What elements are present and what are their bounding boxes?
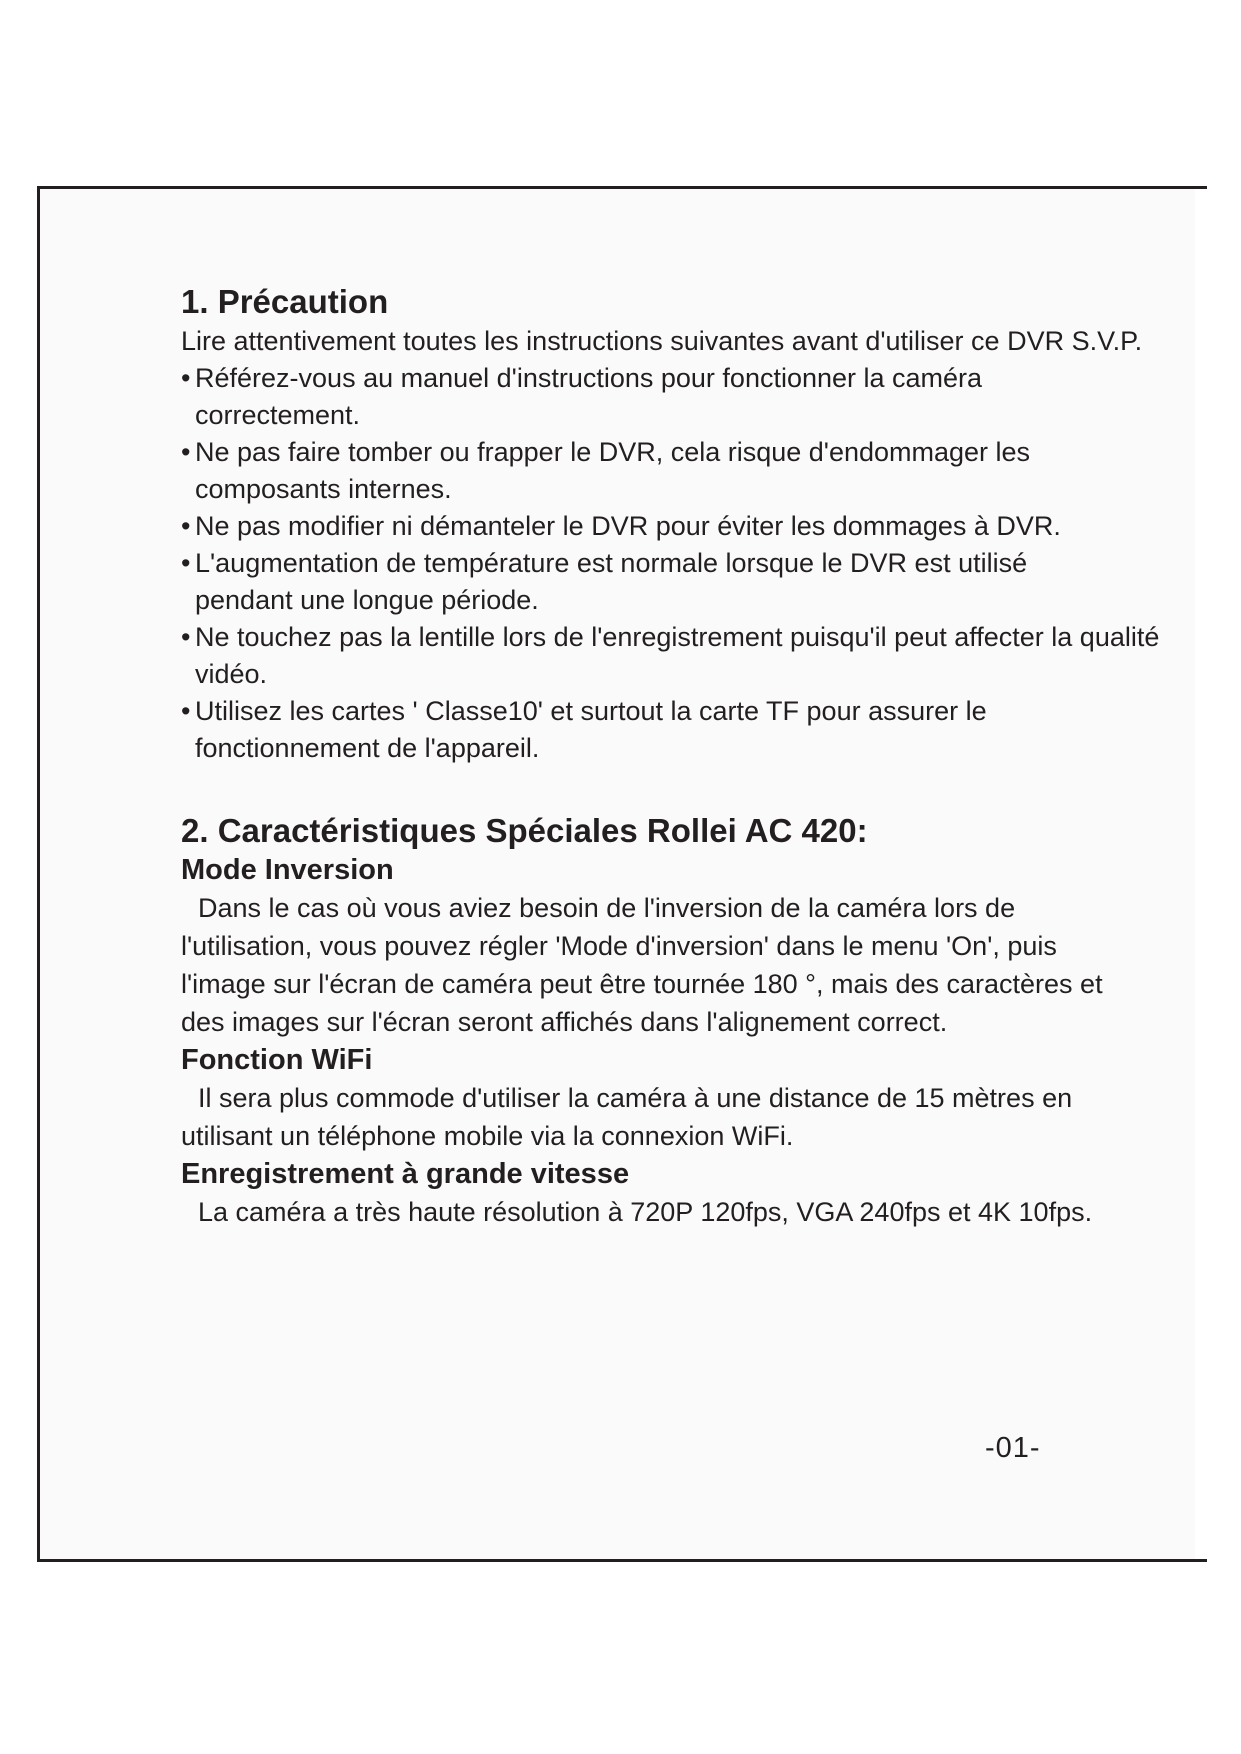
section-2-title: 2. Caractéristiques Spéciales Rollei AC 420:: [181, 812, 868, 849]
bullet-dot: •: [181, 696, 191, 726]
list-item: [181, 619, 1161, 693]
section-1-title: 1. Précaution: [181, 283, 389, 320]
precaution-list: [181, 360, 1181, 767]
list-item: [181, 508, 1081, 545]
feature-text-high-speed: La caméra a très haute résolution à 720P 120fps, VGA 240fps et 4K 10fps.: [198, 1197, 1093, 1227]
bullet-text: Ne touchez pas la lentille lors de l'enregistrement puisqu'il peut affecter la qualité vidéo.: [195, 622, 1160, 689]
bullet-dot: •: [181, 511, 191, 541]
list-item: [181, 360, 1041, 434]
page-content: [181, 282, 1181, 1231]
bullet-text: Référez-vous au manuel d'instructions pour fonctionner la caméra correctement.: [195, 363, 983, 430]
bullet-text: Ne pas faire tomber ou frapper le DVR, cela risque d'endommager les composants internes.: [195, 437, 1031, 504]
page-number: -01-: [985, 1432, 1041, 1464]
list-item: [181, 545, 1131, 619]
feature-text-wifi: Il sera plus commode d'utiliser la caméra à une distance de 15 mètres en utilisant un téléphone mobile via la connexion WiFi.: [181, 1083, 1073, 1151]
feature-heading-wifi: Fonction WiFi: [181, 1044, 373, 1076]
section-spacer: [181, 767, 1181, 811]
bullet-dot: •: [181, 548, 191, 578]
bullet-text: L'augmentation de température est normale lorsque le DVR est utilisé pendant une longue période.: [195, 548, 1028, 615]
feature-heading-mode-inversion: Mode Inversion: [181, 854, 394, 886]
bullet-text: Utilisez les cartes ' Classe10' et surtout la carte TF pour assurer le fonctionnement de l'appareil.: [195, 696, 987, 763]
list-item: [181, 434, 1081, 508]
bullet-dot: •: [181, 437, 191, 467]
bullet-text: Ne pas modifier ni démanteler le DVR pour éviter les dommages à DVR.: [195, 511, 1061, 541]
feature-heading-high-speed: Enregistrement à grande vitesse: [181, 1158, 630, 1190]
bullet-dot: •: [181, 363, 191, 393]
bullet-dot: •: [181, 622, 191, 652]
feature-text-mode-inversion: Dans le cas où vous aviez besoin de l'inversion de la caméra lors de l'utilisation, vous pouvez régler 'Mode d'inversion' dans le menu 'On', puis l'image sur l'écran de caméra peut être tournée 180 °, mais des caractères et des images sur l'écran seront affichés dans l'alignement correct.: [181, 893, 1103, 1037]
section-1-intro: Lire attentivement toutes les instructions suivantes avant d'utiliser ce DVR S.V.P.: [181, 326, 1143, 356]
list-item: [181, 693, 1081, 767]
